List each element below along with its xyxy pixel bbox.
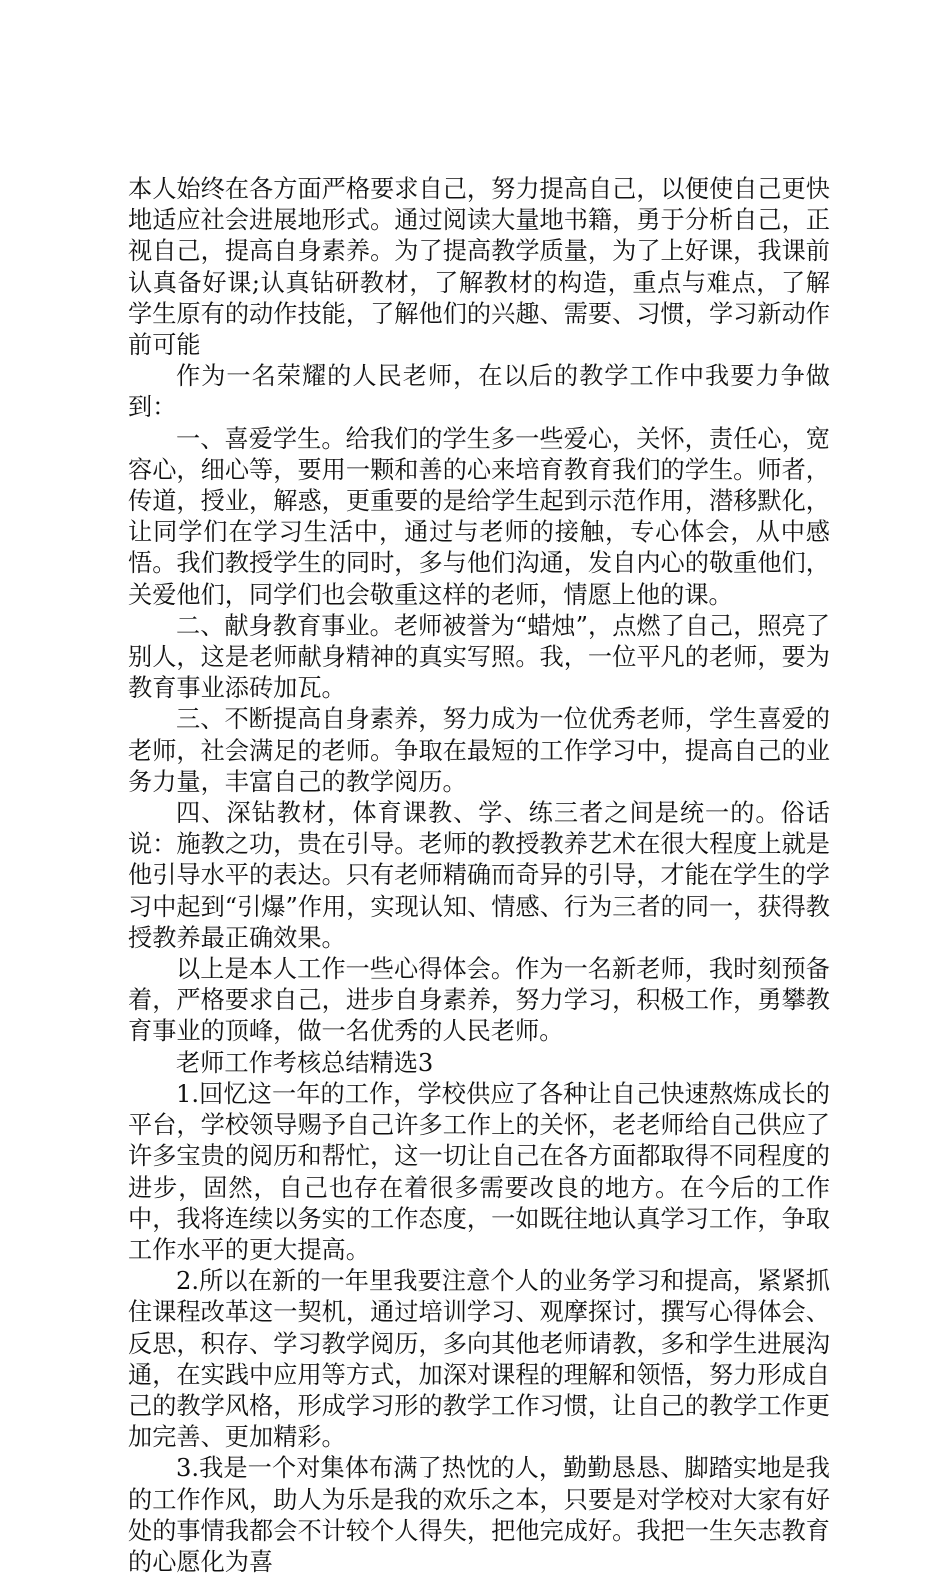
paragraph-9: 2.所以在新的一年里我要注意个人的业务学习和提高，紧紧抓住课程改革这一契机，通过培训学习、观摩探讨，撰写心得体会、反思，积存、学习教学阅历，多向其他老师请教，多和学生进展沟通，在实践中应用等方式，加深对课程的理解和领悟，努力形成自己的教学风格，形成学习形的教学工作习惯，让自己的教学工作更加完善、更加精彩。 (128, 1267, 830, 1452)
paragraph-3: 一、喜爱学生。给我们的学生多一些爱心，关怀，责任心，宽容心，细心等，要用一颗和善的心来培育教育我们的学生。师者，传道，授业，解惑，更重要的是给学生起到示范作用，潜移默化，让同学们在学习生活中，通过与老师的接触，专心体会，从中感悟。我们教授学生的同时，多与他们沟通，发自内心的敬重他们，关爱他们，同学们也会敬重这样的老师，情愿上他的课。 (128, 424, 830, 609)
paragraph-8: 1.回忆这一年的工作，学校供应了各种让自己快速熬炼成长的平台，学校领导赐予自己许多工作上的关怀，老老师给自己供应了许多宝贵的阅历和帮忙，这一切让自己在各方面都取得不同程度的进步，固然，自己也存在着很多需要改良的地方。在今后的工作中，我将连续以务实的工作态度，一如既往地认真学习工作，争取工作水平的更大提高。 (128, 1079, 830, 1264)
paragraph-7: 以上是本人工作一些心得体会。作为一名新老师，我时刻预备着，严格要求自己，进步自身素养，努力学习，积极工作，勇攀教育事业的顶峰，做一名优秀的人民老师。 (128, 955, 830, 1046)
paragraph-1: 本人始终在各方面严格要求自己，努力提高自己，以便使自己更快地适应社会进展地形式。通过阅读大量地书籍，勇于分析自己，正视自己，提高自身素养。为了提高教学质量，为了上好课，我课前认真备好课;认真钻研教材，了解教材的构造，重点与难点，了解学生原有的动作技能，了解他们的兴趣、需要、习惯，学习新动作前可能 (128, 175, 830, 360)
paragraph-10: 3.我是一个对集体布满了热忱的人，勤勤恳恳、脚踏实地是我的工作作风，助人为乐是我的欢乐之本，只要是对学校对大家有好处的事情我都会不计较个人得失，把他完成好。我把一生矢志教育的心愿化为喜 (128, 1454, 830, 1576)
section-heading: 老师工作考核总结精选3 (176, 1048, 434, 1077)
paragraph-4: 二、献身教育事业。老师被誉为“蜡烛”，点燃了自己，照亮了别人，这是老师献身精神的真实写照。我，一位平凡的老师，要为教育事业添砖加瓦。 (128, 611, 830, 703)
paragraph-2: 作为一名荣耀的人民老师，在以后的教学工作中我要力争做到： (128, 362, 830, 422)
paragraph-5: 三、不断提高自身素养，努力成为一位优秀老师，学生喜爱的老师，社会满足的老师。争取在最短的工作学习中，提高自己的业务力量，丰富自己的教学阅历。 (128, 705, 830, 796)
paragraph-6: 四、深钻教材，体育课教、学、练三者之间是统一的。俗话说：施教之功，贵在引导。老师的教授教养艺术在很大程度上就是他引导水平的表达。只有老师精确而奇异的引导，才能在学生的学习中起到“引爆”作用，实现认知、情感、行为三者的同一，获得教授教养最正确效果。 (128, 799, 830, 952)
document-body (128, 174, 830, 1578)
